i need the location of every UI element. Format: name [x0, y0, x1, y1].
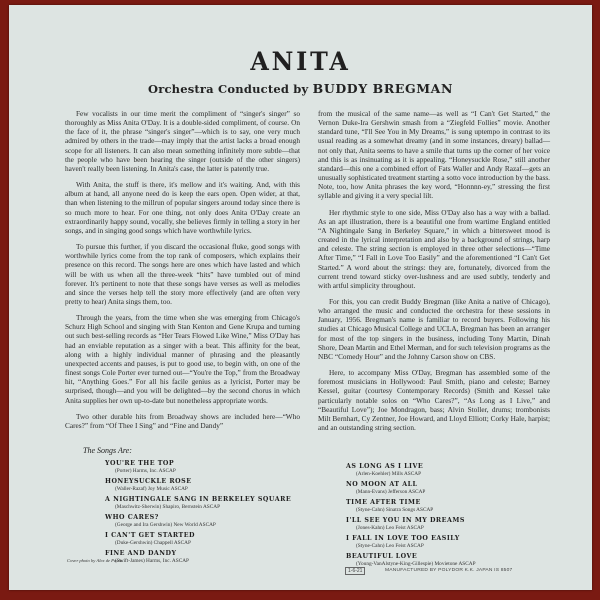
liner-paragraph: To pursue this further, if you discard the occasional fluke, good songs with worthwhile lyrics come from the top rank of composers, which explains their presence on this record. The songs here are ones which have lasted and which will be with us when all the three-week “hits” have tumbled out of mind forever. It's pertinent to note that these songs have verses as well as melodies and since the verses help tell the story more effectively (and are often very pretty to hear) Anita sings them, too.: [65, 242, 300, 306]
album-subtitle: [9, 81, 592, 96]
song-item: [105, 478, 291, 493]
song-item: [346, 481, 476, 496]
song-item: [105, 532, 291, 547]
song-credit: (Porter) Harms, Inc. ASCAP: [115, 468, 176, 474]
song-item: [346, 499, 476, 514]
songlist-side-2: [346, 463, 476, 571]
song-item: [105, 496, 291, 511]
song-title: FINE AND DANDY: [105, 550, 177, 557]
song-credit: (Styne-Cahn) Sinatra Songs ASCAP: [356, 507, 434, 513]
liner-paragraph: Through the years, from the time when she was emerging from Chicago's Schurz High School and singing with Stan Kenton and Gene Krupa and turning out such best-selling records as “Her Tears Flowed Like Wine,” Miss O'Day has had an enviable reputation as a singer with a beat. This affinity for the beat, along with a highly individual manner of phrasing and the pleasantly unexpected accents and pauses, is put to good use, to begin with, on one of the finest songs Cole Porter ever turned out—“You're the Top,” from the Broadway hit, “Anything Goes.” For all his facile genius as a lyricist, Porter may be surprised, though—and you will be delighted—by the second chorus in which Anita supplies her own up-to-date but nonetheless appropriate words.: [65, 313, 300, 405]
song-credit: (Maschwitz-Sherwin) Shapiro, Bernstein ASCAP: [115, 504, 221, 510]
song-credit: (Waller-Razaf) Joy Music ASCAP: [115, 486, 188, 492]
song-title: I FALL IN LOVE TOO EASILY: [346, 535, 460, 542]
songs-heading: The Songs Are:: [83, 446, 132, 455]
song-credit: (Arlen-Koehler) Mills ASCAP: [356, 471, 422, 477]
song-item: [105, 550, 291, 565]
liner-paragraph: With Anita, the stuff is there, it's mellow and it's waiting. And, with this album at hand, all anyone need do is keep the ears open. Open wider, at that, than when listening to the millrun of popular singers around today since there is so much more to hear. For one thing, not only does Anita O'Day create an extraordinarily happy sound, vocally, she believes firmly in telling a story in her songs, and in singing good songs which have worthwhile lyrics.: [65, 180, 300, 235]
song-title: AS LONG AS I LIVE: [346, 463, 424, 470]
subtitle-prefix: Orchestra Conducted by: [147, 82, 309, 96]
songlist-side-1: [105, 460, 291, 568]
song-item: [346, 517, 476, 532]
song-credit: (Styne-Cahn) Leo Feist ASCAP: [356, 543, 424, 549]
song-credit: (George and Ira Gershwin) New World ASCAP: [115, 522, 216, 528]
song-credit: (Young-VanAlstyne-King-Gillespie) Movietone ASCAP: [356, 561, 476, 567]
photo-credit: Cover photo by Alex de Paola: [67, 558, 123, 563]
song-title: A NIGHTINGALE SANG IN BERKELEY SQUARE: [105, 496, 292, 503]
song-title: I'LL SEE YOU IN MY DREAMS: [346, 517, 465, 524]
song-credit: (Jones-Kahn) Leo Feist ASCAP: [356, 525, 424, 531]
liner-paragraph: Her rhythmic style to one side, Miss O'Day also has a way with a ballad. As an apt illustration, there is a beautiful one from wartime England entitled “A Nightingale Sang in Berkeley Square,” in which a bittersweet mood is created in the lyrical interpretation and also by a background of strings, harp and celeste. The string section is employed in three other selections—“Time After Time,” “I Fall in Love Too Easily” and the aforementioned “I Can't Get Started.” A word about the strings: they are, fortunately, divorced from the current trend toward sticky over-lushness and are used subtly, tenderly and with artful simplicity throughout.: [318, 207, 550, 290]
liner-paragraph: Two other durable hits from Broadway shows are included here—“Who Cares?” from “Of Thee I Sing” and “Fine and Dandy”: [65, 411, 300, 430]
song-item: [346, 463, 476, 478]
song-credit: (Mann-Evans) Jefferson ASCAP: [356, 489, 426, 495]
liner-notes-right-column: [318, 109, 550, 439]
liner-notes-left-column: [65, 109, 300, 437]
song-item: [346, 535, 476, 550]
liner-paragraph: For this, you can credit Buddy Bregman (like Anita a native of Chicago), who arranged the music and conducted the orchestra for these sessions in January, 1956. Bregman's name is familiar to record buyers. Following his studies at Chicago Musical College and UCLA, Bregman has been an arranger for most of the top singers in the business, including Tony Martin, Dinah Shore, Dean Martin and Ethel Merman, and for such television programs as the NBC “Comedy Hour” and the Johnny Carson show on CBS.: [318, 296, 550, 361]
song-item: [105, 460, 291, 475]
song-title: TIME AFTER TIME: [346, 499, 421, 506]
album-title: ANITA: [250, 47, 351, 76]
song-title: YOU'RE THE TOP: [105, 460, 175, 467]
song-credit: (Duke-Gershwin) Chappell ASCAP: [115, 540, 191, 546]
liner-paragraph: Few vocalists in our time merit the compliment of “singer's singer” so thoroughly as Miss Anita O'Day. It is a double-sided compliment, of course. On the face of it, the phrase “singer's singer”—which is to say, one very much admired by others in the trade—may imply that the artist lacks a broad enough scope for all listeners. It can also mean something infinitely more subtle—that the people who have been hearing the singer (outside of the other singers) haven't really been listening. In Anita's case, the latter is patently true.: [65, 109, 300, 173]
song-item: [105, 514, 291, 529]
song-title: I CAN'T GET STARTED: [105, 532, 195, 539]
manufacturer-note: MANUFACTURED BY POLYDOR K.K. JAPAN IS 8507: [385, 568, 513, 573]
album-back-cover: [9, 5, 592, 590]
song-title: BEAUTIFUL LOVE: [346, 553, 418, 560]
song-title: NO MOON AT ALL: [346, 481, 418, 488]
catalog-code: 1-6-21: [345, 567, 365, 575]
song-item: [346, 553, 476, 568]
song-credit: (Swift-James) Harms, Inc. ASCAP: [115, 558, 190, 564]
liner-paragraph: from the musical of the same name—as well as “I Can't Get Started,” the Vernon Duke-Ira Gershwin smash from a “Ziegfeld Follies” movie. Another standard tune, “I'll See You in My Dreams,” is sung uptempo in contrast to its usual reading as a somewhat dreamy (and in some instances, dreary) ballad—not only that, Anita seems to have a smile that turns up the corner of her voice and this is as insinuating as it is appealing. “Honeysuckle Rose,” still another standard—this one a combined effort of Fats Waller and Andy Razaf—gets an unusually sophisticated treatment starting a sotto voce introduction by the bass. Note, too, how Anita phrases the key word, “Honnnn-ey,” stressing the first syllable and giving it a very special lilt.: [318, 109, 550, 201]
liner-paragraph: Here, to accompany Miss O'Day, Bregman has assembled some of the foremost musicians in Hollywood: Paul Smith, piano and celeste; Barney Kessel, guitar (courtesy Contemporary Records) (Smith and Kessel take particularly notable solos on “Who Cares?”, “As Long as I Live,” and “Beautiful Love”); Joe Mondragon, bass; Alvin Stoller, drums; trombonists Milt Bernhart, Cy Zentner, Joe Howard, and Lloyd Elliott; Corky Hale, harpist; and an outstanding string section.: [318, 368, 550, 432]
song-title: WHO CARES?: [105, 514, 159, 521]
song-title: HONEYSUCKLE ROSE: [105, 478, 192, 485]
conductor-name: BUDDY BREGMAN: [312, 81, 453, 96]
